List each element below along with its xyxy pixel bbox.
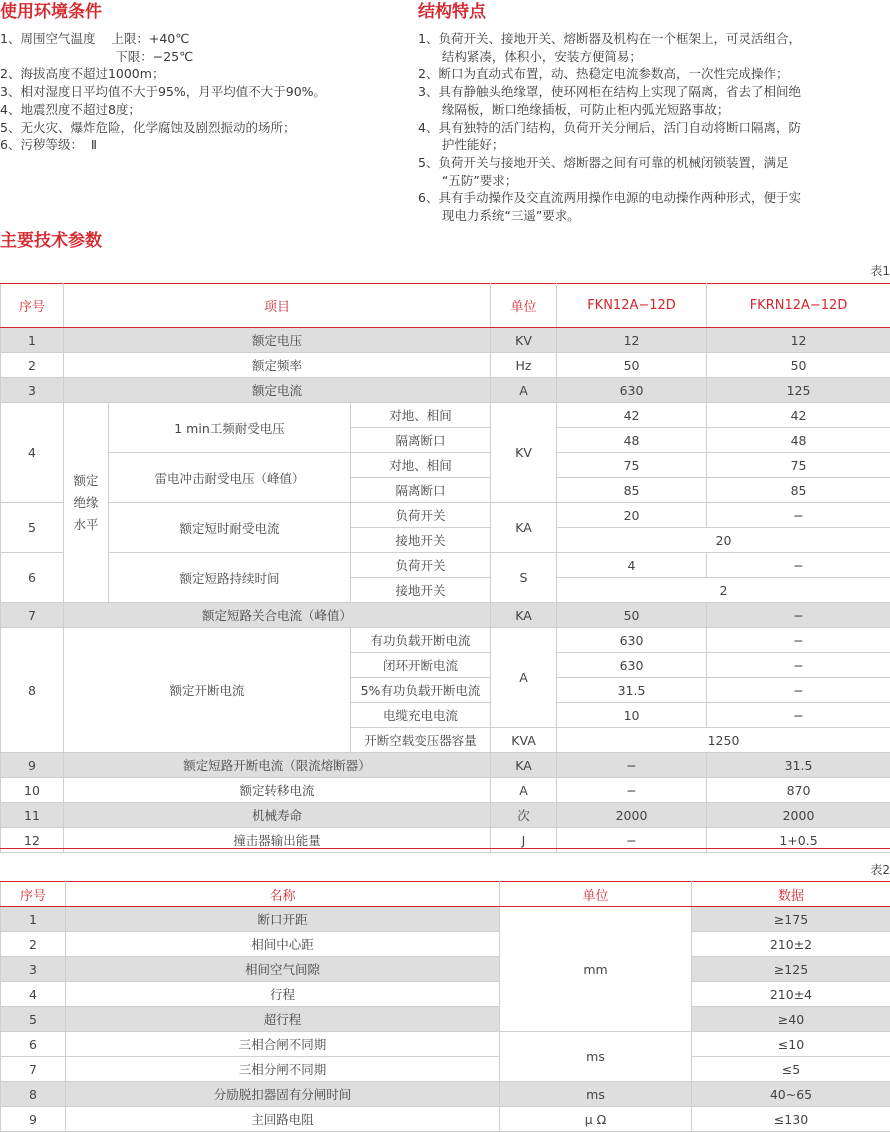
table-row	[1, 957, 890, 982]
cell-value: −	[707, 603, 890, 628]
cell-unit: A	[491, 378, 557, 403]
cell-no: 1	[1, 907, 66, 932]
cell-group: 额定绝缘水平	[64, 403, 109, 603]
feature-item: 结构紧凑，体积小，安装方便简易；	[418, 48, 801, 66]
cell-unit: KVA	[491, 728, 557, 753]
feature-item: 2、断口为直动式布置，动、热稳定电流参数高，一次性完成操作；	[418, 65, 801, 83]
table-row	[1, 628, 890, 653]
cell-value: 2	[557, 578, 890, 603]
env-item: 2、海拔高度不超过1000m；	[0, 65, 326, 83]
table-row	[1, 1007, 890, 1032]
cell-sub: 对地、相间	[351, 453, 491, 478]
cell-value: 2000	[557, 803, 707, 828]
cell-unit: μ Ω	[500, 1107, 692, 1132]
cell-unit: ms	[500, 1032, 692, 1082]
cell-value: 630	[557, 378, 707, 403]
feature-item: 5、负荷开关与接地开关、熔断器之间有可靠的机械闭锁装置，满足	[418, 154, 801, 172]
cell-value: 12	[557, 328, 707, 353]
cell-no: 5	[1, 503, 64, 553]
table-row	[1, 328, 890, 353]
cell-value: 50	[557, 603, 707, 628]
cell-value: 42	[557, 403, 707, 428]
cell-item: 额定短时耐受电流	[109, 503, 351, 553]
cell-item: 额定短路关合电流（峰值）	[64, 603, 491, 628]
cell-item: 额定电流	[64, 378, 491, 403]
cell-unit: KV	[491, 328, 557, 353]
cell-value: ≥40	[692, 1007, 890, 1032]
table-row	[1, 932, 890, 957]
env-item: 3、相对湿度日平均值不大于95%，月平均值不大于90%。	[0, 83, 326, 101]
cell-value: −	[707, 553, 890, 578]
env-item: 4、地震烈度不超过8度；	[0, 101, 326, 119]
cell-value: −	[557, 828, 707, 853]
table-row	[1, 603, 890, 628]
cell-item: 额定短路持续时间	[109, 553, 351, 603]
cell-sub: 接地开关	[351, 528, 491, 553]
header-fkn12a: FKN12A−12D	[557, 284, 707, 328]
table-row	[1, 803, 890, 828]
cell-unit: 次	[491, 803, 557, 828]
cell-value: −	[707, 703, 890, 728]
table-row	[1, 553, 890, 578]
env-list	[0, 30, 326, 154]
header-name: 名称	[66, 882, 500, 907]
cell-no: 4	[1, 982, 66, 1007]
cell-no: 8	[1, 628, 64, 753]
cell-name: 相间空气间隙	[66, 957, 500, 982]
cell-unit: ms	[500, 1082, 692, 1107]
table-row	[1, 403, 890, 428]
cell-sub: 闭环开断电流	[351, 653, 491, 678]
table-row	[1, 778, 890, 803]
feature-item: “五防”要求；	[418, 172, 801, 190]
cell-unit: KA	[491, 753, 557, 778]
table1-bottom-rule	[0, 848, 890, 849]
table-row	[1, 453, 890, 478]
cell-value: 48	[557, 428, 707, 453]
cell-value: 870	[707, 778, 890, 803]
cell-sub: 隔离断口	[351, 478, 491, 503]
cell-value: −	[707, 628, 890, 653]
cell-name: 相间中心距	[66, 932, 500, 957]
cell-value: −	[707, 503, 890, 528]
feature-item: 3、具有静触头绝缘罩，使环网柜在结构上实现了隔离，省去了相间绝	[418, 83, 801, 101]
header-fkrn12a: FKRN12A−12D	[707, 284, 890, 328]
cell-no: 5	[1, 1007, 66, 1032]
cell-unit: S	[491, 553, 557, 603]
feature-item: 缘隔板，断口绝缘插板，可防止柜内弧光短路事故；	[418, 101, 801, 119]
cell-item: 额定频率	[64, 353, 491, 378]
cell-name: 主回路电阻	[66, 1107, 500, 1132]
cell-value: 210±4	[692, 982, 890, 1007]
cell-item: 额定开断电流	[64, 628, 351, 753]
table-row	[1, 1082, 890, 1107]
cell-sub: 隔离断口	[351, 428, 491, 453]
cell-unit: mm	[500, 907, 692, 1032]
env-item: 1、周围空气温度 上限：+40℃	[0, 30, 326, 48]
cell-item: 1 min工频耐受电压	[109, 403, 351, 453]
cell-sub: 电缆充电电流	[351, 703, 491, 728]
cell-sub: 对地、相间	[351, 403, 491, 428]
cell-no: 11	[1, 803, 64, 828]
cell-name: 分励脱扣器固有分闸时间	[66, 1082, 500, 1107]
cell-value: 75	[707, 453, 890, 478]
parameters-table	[0, 283, 890, 853]
cell-name: 三相合闸不同期	[66, 1032, 500, 1057]
cell-value: 42	[707, 403, 890, 428]
cell-sub: 开断空载变压器容量	[351, 728, 491, 753]
cell-value: ≥125	[692, 957, 890, 982]
cell-unit: J	[491, 828, 557, 853]
header-data: 数据	[692, 882, 890, 907]
cell-value: 630	[557, 653, 707, 678]
cell-unit: A	[491, 778, 557, 803]
cell-name: 行程	[66, 982, 500, 1007]
table-row	[1, 907, 890, 932]
cell-value: 20	[557, 528, 890, 553]
features-title: 结构特点	[418, 2, 486, 22]
cell-sub: 负荷开关	[351, 503, 491, 528]
cell-item: 雷电冲击耐受电压（峰值）	[109, 453, 351, 503]
cell-name: 三相分闸不同期	[66, 1057, 500, 1082]
feature-item: 护性能好；	[418, 136, 801, 154]
cell-value: 85	[707, 478, 890, 503]
cell-value: 20	[557, 503, 707, 528]
cell-value: 75	[557, 453, 707, 478]
cell-value: 125	[707, 378, 890, 403]
header-item: 项目	[64, 284, 491, 328]
cell-sub: 5%有功负载开断电流	[351, 678, 491, 703]
table2-label: 表2	[870, 861, 890, 878]
table-row	[1, 503, 890, 528]
cell-value: 31.5	[557, 678, 707, 703]
cell-no: 7	[1, 603, 64, 628]
cell-item: 额定转移电流	[64, 778, 491, 803]
table-row	[1, 1032, 890, 1057]
env-title: 使用环境条件	[0, 2, 102, 22]
cell-value: −	[707, 678, 890, 703]
feature-item: 1、负荷开关、接地开关、熔断器及机构在一个框架上，可灵活组合，	[418, 30, 801, 48]
cell-no: 4	[1, 403, 64, 503]
header-unit: 单位	[500, 882, 692, 907]
cell-item: 机械寿命	[64, 803, 491, 828]
cell-no: 10	[1, 778, 64, 803]
cell-value: 1250	[557, 728, 890, 753]
env-item: 下限：−25℃	[0, 48, 326, 66]
table-row	[1, 378, 890, 403]
cell-value: 50	[707, 353, 890, 378]
env-item: 6、污秽等级： Ⅱ	[0, 136, 326, 154]
cell-unit: Hz	[491, 353, 557, 378]
cell-no: 8	[1, 1082, 66, 1107]
cell-value: 10	[557, 703, 707, 728]
cell-no: 2	[1, 932, 66, 957]
cell-item: 额定短路开断电流（限流熔断器）	[64, 753, 491, 778]
cell-unit: KV	[491, 403, 557, 503]
header-no: 序号	[1, 284, 64, 328]
cell-no: 6	[1, 1032, 66, 1057]
cell-no: 7	[1, 1057, 66, 1082]
header-no: 序号	[1, 882, 66, 907]
cell-sub: 有功负载开断电流	[351, 628, 491, 653]
cell-name: 超行程	[66, 1007, 500, 1032]
cell-no: 1	[1, 328, 64, 353]
cell-value: ≤10	[692, 1032, 890, 1057]
table-row	[1, 753, 890, 778]
cell-unit: KA	[491, 503, 557, 553]
cell-value: 85	[557, 478, 707, 503]
cell-value: −	[557, 778, 707, 803]
cell-sub: 接地开关	[351, 578, 491, 603]
cell-value: −	[707, 653, 890, 678]
header-unit: 单位	[491, 284, 557, 328]
cell-value: ≥175	[692, 907, 890, 932]
cell-value: 4	[557, 553, 707, 578]
cell-value: 31.5	[707, 753, 890, 778]
cell-value: 2000	[707, 803, 890, 828]
table-row	[1, 1057, 890, 1082]
dimensions-table	[0, 881, 890, 1132]
cell-no: 9	[1, 753, 64, 778]
cell-item: 撞击器输出能量	[64, 828, 491, 853]
cell-unit: A	[491, 628, 557, 728]
table-row	[1, 353, 890, 378]
cell-value: ≤130	[692, 1107, 890, 1132]
table-row	[1, 982, 890, 1007]
cell-item: 额定电压	[64, 328, 491, 353]
cell-value: 1+0.5	[707, 828, 890, 853]
cell-no: 2	[1, 353, 64, 378]
cell-value: 210±2	[692, 932, 890, 957]
cell-value: 48	[707, 428, 890, 453]
cell-no: 3	[1, 957, 66, 982]
feature-item: 6、具有手动操作及交直流两用操作电源的电动操作两种形式，便于实	[418, 189, 801, 207]
cell-no: 9	[1, 1107, 66, 1132]
cell-name: 断口开距	[66, 907, 500, 932]
feature-item: 现电力系统“三遥”要求。	[418, 207, 801, 225]
table1-label: 表1	[870, 262, 890, 279]
cell-value: 630	[557, 628, 707, 653]
cell-value: −	[557, 753, 707, 778]
cell-value: 50	[557, 353, 707, 378]
cell-no: 12	[1, 828, 64, 853]
cell-unit: KA	[491, 603, 557, 628]
feature-item: 4、具有独特的活门结构，负荷开关分闸后，活门自动将断口隔离，防	[418, 119, 801, 137]
cell-no: 6	[1, 553, 64, 603]
cell-value: 40~65	[692, 1082, 890, 1107]
cell-value: ≤5	[692, 1057, 890, 1082]
cell-sub: 负荷开关	[351, 553, 491, 578]
features-list	[418, 30, 801, 225]
cell-no: 3	[1, 378, 64, 403]
params-title: 主要技术参数	[0, 231, 102, 251]
cell-value: 12	[707, 328, 890, 353]
env-item: 5、无火灾、爆炸危险，化学腐蚀及剧烈振动的场所；	[0, 119, 326, 137]
